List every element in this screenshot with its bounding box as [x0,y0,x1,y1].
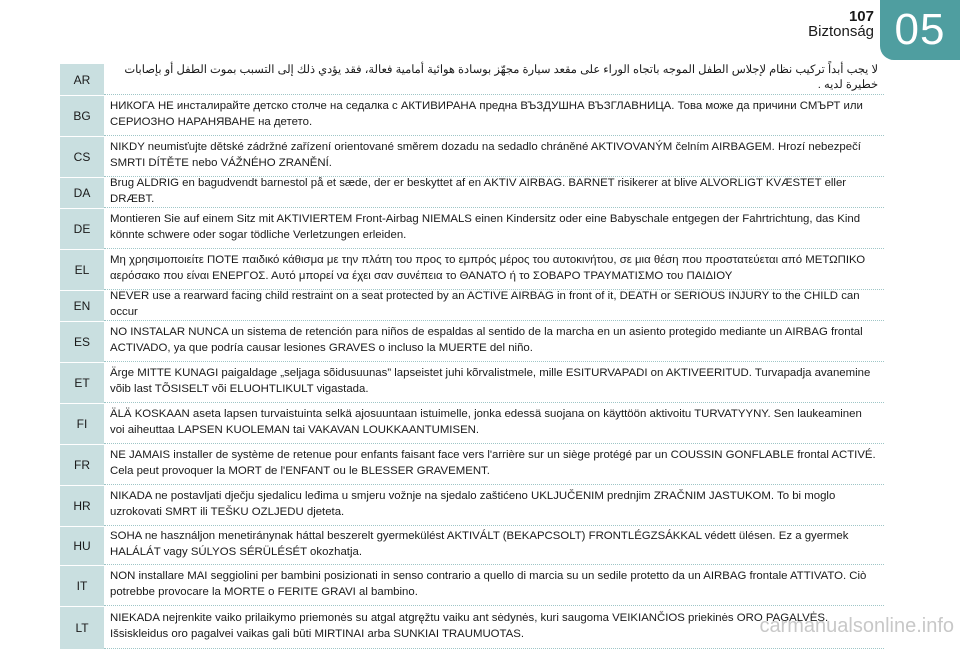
table-row [60,209,884,250]
table-row [60,178,884,209]
language-code: DA [60,178,104,208]
table-row [60,363,884,404]
language-code: FR [60,445,104,485]
warning-text: Montieren Sie auf einem Sitz mit AKTIVIERTEM Front-Airbag NIEMALS einen Kindersitz oder eine Babyschale entgegen der Fahrtrichtung, das Kind könnte schwere oder sogar tödliche Verletzungen erleiden. [104,209,884,249]
warning-text: NO INSTALAR NUNCA un sistema de retención para niños de espaldas al sentido de la marcha en un asiento protegido mediante un AIRBAG frontal ACTIVADO, ya que podría causar lesiones GRAVES o incluso la MUERTE del niño. [104,322,884,362]
table-row [60,566,884,607]
language-code: ES [60,322,104,362]
warning-text: SOHA ne használjon menetiránynak háttal beszerelt gyermekülést AKTIVÁLT (BEKAPCSOLT) FRONTLÉGZSÁKKAL védett ülésen. Ez a gyermek HALÁLÁT vagy SÚLYOS SÉRÜLÉSÉT okozhatja. [104,527,884,565]
warning-text: NIEKADA nejrenkite vaiko prilaikymo priemonės su atgal atgręžtu vaiku ant sėdynės, kuri saugoma VEIKIANČIOS priekinės ORO PAGALVĖS. Išsiskleidus oro pagalvei vaikas gali būti MIRTINAI arba SUNKIAI TRAUMUOTAS. [104,607,884,649]
language-code: CS [60,137,104,177]
language-code: HR [60,486,104,526]
table-row [60,445,884,486]
language-code: EN [60,291,104,321]
warning-text: Brug ALDRIG en bagudvendt barnestol på et sæde, der er beskyttet af en AKTIV AIRBAG. BARNET risikerer at blive ALVORLIGT KVÆSTET eller DRÆBT. [104,178,884,208]
language-code: LT [60,607,104,649]
warning-text: ÄLÄ KOSKAAN aseta lapsen turvaistuinta selkä ajosuuntaan istuimelle, jonka edessä suojana on käyttöön aktivoitu TURVATYYNY. Sen laukeaminen voi aiheuttaa LAPSEN KUOLEMAN tai VAKAVAN LOUKKAANTUMISEN. [104,404,884,444]
warning-text: Μη χρησιμοποιείτε ΠΟΤΕ παιδικό κάθισμα με την πλάτη του προς το εμπρός μέρος του αυτοκινήτου, σε μια θέση που προστατεύεται από ΜΕΤΩΠΙΚΟ αερόσακο που είναι ΕΝΕΡΓΟΣ. Αυτό μπορεί να έχει σαν συνέπεια το ΘΑΝΑΤΟ ή το ΣΟΒΑΡΟ ΤΡΑΥΜΑΤΙΣΜΟ του ΠΑΙΔΙΟΥ [104,250,884,290]
warning-text: NIKADA ne postavljati dječju sjedalicu leđima u smjeru vožnje na sjedalo zaštićeno UKLJUČENIM prednjim ZRAČNIM JASTUKOM. To bi moglo uzrokovati SMRT ili TEŠKU OZLJEDU djeteta. [104,486,884,526]
warning-text: NE JAMAIS installer de système de retenue pour enfants faisant face vers l'arrière sur un siège protégé par un COUSSIN GONFLABLE frontal ACTIVÉ. Cela peut provoquer la MORT de l'ENFANT ou le BLESSER GRAVEMENT. [104,445,884,485]
chapter-badge: 05 [880,0,960,60]
table-row [60,404,884,445]
page-number: 107 [848,8,874,25]
language-code: BG [60,96,104,136]
table-row [60,322,884,363]
warning-text: لا يجب أبداً تركيب نظام لإجلاس الطفل الموجه باتجاه الوراء على مقعد سيارة مجهّز بوسادة هوائية أمامية فعالة، فقد يؤدي ذلك إلى التسبب بموت الطفل أو بإصابات خطيرة لديه . [104,64,884,95]
language-code: IT [60,566,104,606]
table-row [60,96,884,137]
warning-text: НИКОГА НЕ инсталирайте детско столче на седалка с АКТИВИРАНА предна ВЪЗДУШНА ВЪЗГЛАВНИЦА. Това може да причини СМЪРТ или СЕРИОЗНО НАРАНЯВАНЕ на детето. [104,96,884,136]
warning-text: Ärge MITTE KUNAGI paigaldage „seljaga sõidusuunas” lapseistet juhi kõrvalistmele, mille ESITURVAPADI on AKTIVEERITUD. Turvapadja avanemine võib last TÕSISELT või ELUOHTLIKULT vigastada. [104,363,884,403]
table-row [60,291,884,322]
language-code: FI [60,404,104,444]
language-code: DE [60,209,104,249]
table-row [60,137,884,178]
warning-text: NIKDY neumisťujte dětské zádržné zařízení orientované směrem dozadu na sedadlo chráněné AKTIVOVANÝM čelním AIRBAGEM. Hrozí nebezpečí SMRTI DÍTĚTE nebo VÁŽNÉHO ZRANĚNÍ. [104,137,884,177]
language-code: HU [60,527,104,565]
table-row [60,64,884,96]
table-row [60,527,884,566]
language-code: AR [60,64,104,95]
warning-text: NON installare MAI seggiolini per bambini posizionati in senso contrario a quello di marcia su un sedile protetto da un AIRBAG frontale ATTIVATO. Ciò potrebbe provocare la MORTE o FERITE GRAVI al bambino. [104,566,884,606]
watermark: carmanualsonline.info [759,615,954,637]
language-code: EL [60,250,104,290]
table-row [60,486,884,527]
table-row [60,250,884,291]
warning-text: NEVER use a rearward facing child restraint on a seat protected by an ACTIVE AIRBAG in front of it, DEATH or SERIOUS INJURY to the CHILD can occur [104,291,884,321]
section-title: Biztonság [808,23,874,40]
language-code: ET [60,363,104,403]
warning-table [60,64,884,650]
